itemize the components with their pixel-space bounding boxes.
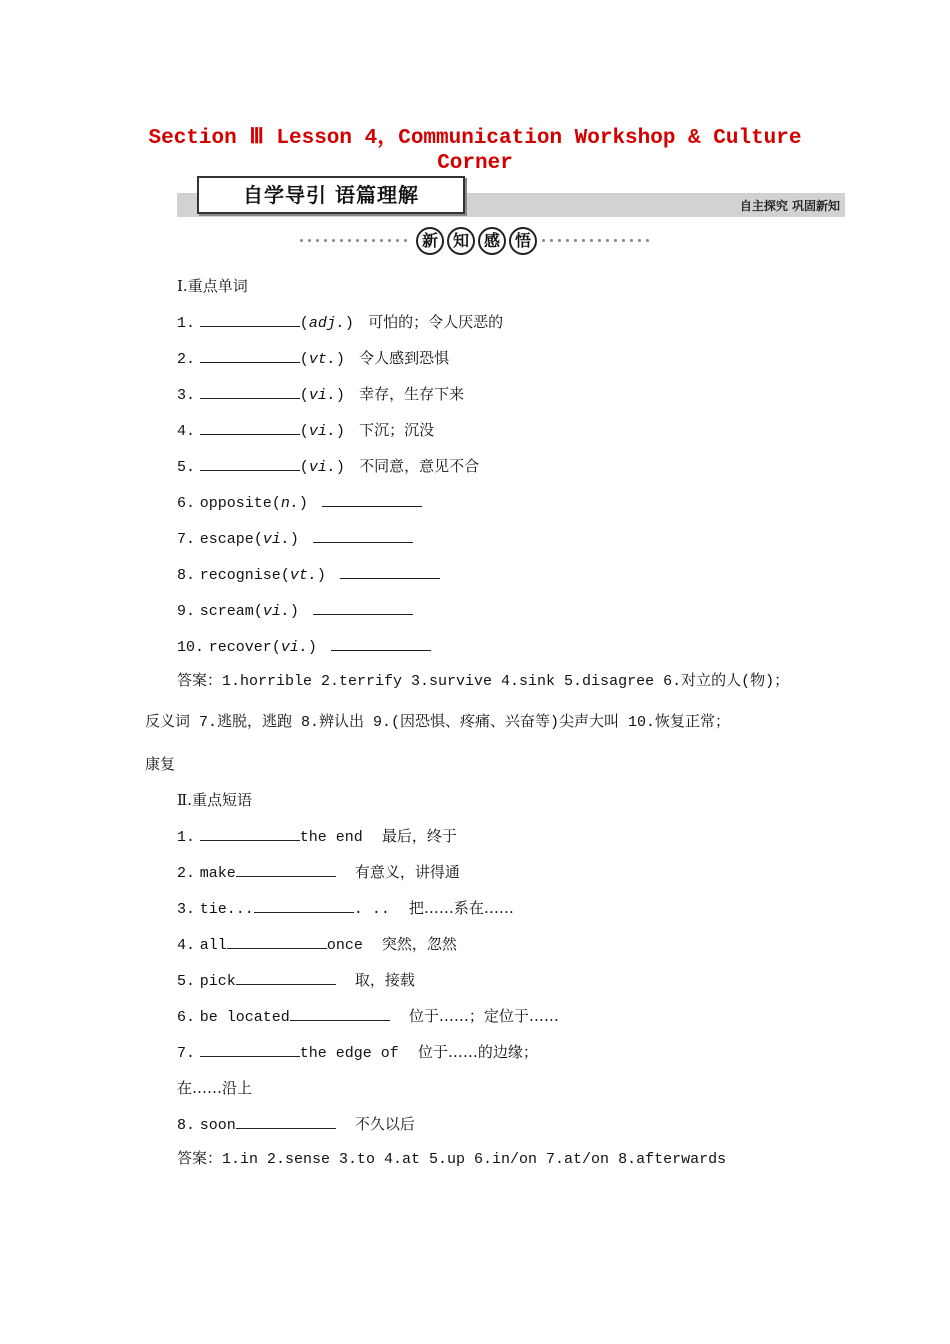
badge-char: 新	[416, 227, 444, 255]
phrase-item-3: 3. tie... . .. 把……系在……	[177, 899, 514, 918]
word-item-9: 9. scream(vi.)	[177, 600, 413, 622]
dots-left	[300, 239, 412, 243]
word-item-1: 1. (adj.) 可怕的；令人厌恶的	[177, 313, 504, 332]
dots-right	[542, 239, 654, 243]
word-item-7: 7. escape(vi.)	[177, 528, 413, 550]
banner-main: 自学导引 语篇理解	[197, 176, 465, 214]
section-badge	[416, 227, 540, 255]
section2-heading: Ⅱ.重点短语	[177, 791, 252, 809]
phrase-item-1: 1. the end 最后，终于	[177, 827, 457, 846]
section1-heading: Ⅰ.重点单词	[177, 277, 248, 295]
phrase-item-2: 2. make 有意义，讲得通	[177, 863, 460, 882]
page-title-line1: Section Ⅲ Lesson 4，Communication Workshop & Culture	[148, 127, 802, 150]
phrase-item-7: 7. the edge of 位于……的边缘；	[177, 1043, 538, 1062]
word-item-4: 4. (vi.) 下沉；沉没	[177, 421, 435, 440]
section2-answer: 答案：1.in 2.sense 3.to 4.at 5.up 6.in/on 7.at/on 8.afterwards	[177, 1151, 727, 1168]
phrase-item-5: 5. pick 取，接载	[177, 971, 415, 990]
word-item-3: 3. (vi.) 幸存，生存下来	[177, 385, 465, 404]
word-item-5: 5. (vi.) 不同意，意见不合	[177, 457, 480, 476]
phrase-item-8: 8. soon 不久以后	[177, 1115, 415, 1134]
phrase-item-4: 4. all once 突然，忽然	[177, 935, 457, 954]
phrase-item-7-cont: 在……沿上	[177, 1079, 253, 1097]
banner-right-label: 自主探究 巩固新知	[739, 199, 840, 213]
badge-char: 知	[447, 227, 475, 255]
word-item-8: 8. recognise(vt.)	[177, 564, 440, 586]
phrase-item-6: 6. be located 位于……；定位于……	[177, 1007, 559, 1026]
badge-char: 悟	[509, 227, 537, 255]
word-item-2: 2. (vt.) 令人感到恐惧	[177, 349, 450, 368]
section1-answer-line1: 答案：1.horrible 2.terrify 3.survive 4.sink 5.disagree 6.对立的人(物)；	[177, 673, 790, 690]
section1-answer-line3: 康复	[145, 755, 176, 773]
word-item-6: 6. opposite(n.)	[177, 492, 422, 514]
page-title-line2: Corner	[437, 152, 513, 175]
word-item-10: 10. recover(vi.)	[177, 636, 431, 658]
section1-answer-line2: 反义词 7.逃脱，逃跑 8.辨认出 9.(因恐惧、疼痛、兴奋等)尖声大叫 10.恢复正常；	[145, 714, 731, 731]
badge-char: 感	[478, 227, 506, 255]
